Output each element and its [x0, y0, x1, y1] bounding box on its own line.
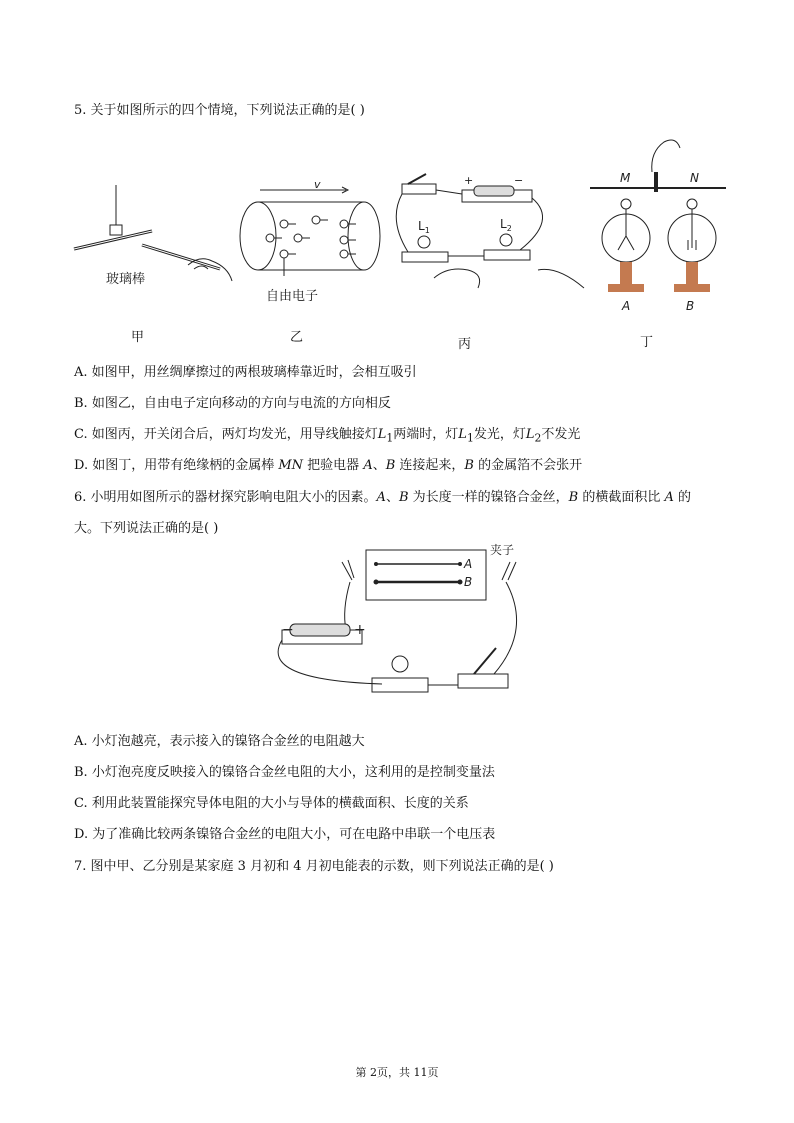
q5c-sub2: 2	[534, 431, 542, 445]
q5d-b2: B	[464, 458, 474, 473]
q5d-text1: D. 如图丁，用带有绝缘柄的金属棒	[74, 458, 279, 473]
q6-text4: 的	[673, 490, 692, 505]
battery-minus: −	[514, 174, 524, 187]
q6-stem-line1	[74, 489, 691, 507]
q5d-text2: 把验电器	[303, 458, 364, 473]
electroscope-b	[668, 199, 716, 292]
battery-plus: +	[354, 622, 366, 638]
q5c-text4: 不发光	[541, 427, 581, 442]
wire-b-label: B	[464, 575, 473, 589]
battery-minus: −	[282, 622, 294, 638]
q6-b2: B	[568, 490, 579, 505]
q5-option-d	[74, 457, 582, 475]
q6-text3: 的横截面积比	[578, 490, 665, 505]
q5d-mn: MN	[278, 458, 304, 473]
q5-stem: 5. 关于如图所示的四个情境，下列说法正确的是( )	[74, 103, 365, 118]
q5c-text3: 发光，灯	[473, 427, 526, 442]
q5c-text1: C. 如图丙，开关闭合后，两灯均发光，用导线触接灯	[74, 427, 378, 442]
q6-sep: 、	[385, 490, 399, 505]
svg-text:L1	[418, 219, 430, 235]
q6-a: A	[376, 490, 386, 505]
q5d-text4: 的金属箔不会张开	[473, 458, 583, 473]
q5-option-b: B. 如图乙，自由电子定向移动的方向与电流的方向相反	[74, 396, 391, 411]
rod-m-label: M	[620, 171, 631, 185]
lamp2-sub: 2	[506, 224, 512, 233]
figure-q6-resistance-apparatus	[262, 540, 532, 700]
velocity-label: v	[314, 180, 321, 191]
q5d-sep: 、	[372, 458, 386, 473]
lamp1-label: L	[418, 219, 425, 233]
figure-yi-free-electrons	[236, 180, 386, 305]
q5d-a: A	[363, 458, 373, 473]
q7-stem: 7. 图中甲、乙分别是某家庭 3 月初和 4 月初电能表的示数，则下列说法正确的是( )	[74, 859, 554, 874]
battery-plus: +	[464, 174, 474, 187]
q6-text2: 为长度一样的镍铬合金丝，	[408, 490, 569, 505]
rod-n-label: N	[690, 171, 699, 185]
q6-stem-line2: 大。下列说法正确的是( )	[74, 521, 219, 536]
caption-bing: 丙	[458, 337, 472, 352]
q6-b: B	[398, 490, 409, 505]
q6-option-d: D. 为了准确比较两条镍铬合金丝的电阻大小，可在电路中串联一个电压表	[74, 827, 496, 842]
electroscope-a	[602, 199, 650, 292]
q5c-l1b: L	[458, 427, 467, 442]
clip-label: 夹子	[490, 543, 515, 557]
q5c-l1: L	[377, 427, 387, 442]
q5c-l2: L	[525, 427, 535, 442]
page-footer: 第 2页，共 11页	[355, 1066, 439, 1079]
q5-option-a: A. 如图甲，用丝绸摩擦过的两根玻璃棒靠近时，会相互吸引	[74, 365, 417, 380]
q6-a2: A	[664, 490, 674, 505]
figure-ding-electroscopes	[590, 132, 730, 317]
q5c-sub1b: 1	[466, 431, 474, 445]
caption-jia: 甲	[131, 330, 145, 345]
q5d-text3: 连接起来，	[395, 458, 465, 473]
lamp1-sub: 1	[424, 226, 430, 235]
q5c-sub1: 1	[386, 431, 394, 445]
q6-option-c: C. 利用此装置能探究导体电阻的大小与导体的横截面积、长度的关系	[74, 796, 469, 811]
caption-yi: 乙	[290, 330, 304, 345]
q5-option-c	[74, 426, 580, 448]
q6-option-a: A. 小灯泡越亮，表示接入的镍铬合金丝的电阻越大	[74, 734, 365, 749]
figure-jia-glass-rods	[70, 185, 240, 295]
free-electron-label: 自由电子	[266, 289, 319, 304]
q6-option-b: B. 小灯泡亮度反映接入的镍铬合金丝电阻的大小，这利用的是控制变量法	[74, 765, 495, 780]
glass-rod-label: 玻璃棒	[106, 272, 146, 287]
q5c-text2: 两端时，灯	[393, 427, 459, 442]
electroscope-a-label: A	[622, 299, 631, 313]
lamp2-label: L	[500, 217, 507, 231]
svg-text:L2	[500, 217, 512, 233]
caption-ding: 丁	[640, 335, 654, 350]
electroscope-b-label: B	[686, 299, 695, 313]
figure-bing-circuit	[388, 170, 593, 305]
q5d-b: B	[385, 458, 396, 473]
wire-a-label: A	[464, 557, 473, 571]
q6-text1: 6. 小明用如图所示的器材探究影响电阻大小的因素。	[74, 490, 377, 505]
